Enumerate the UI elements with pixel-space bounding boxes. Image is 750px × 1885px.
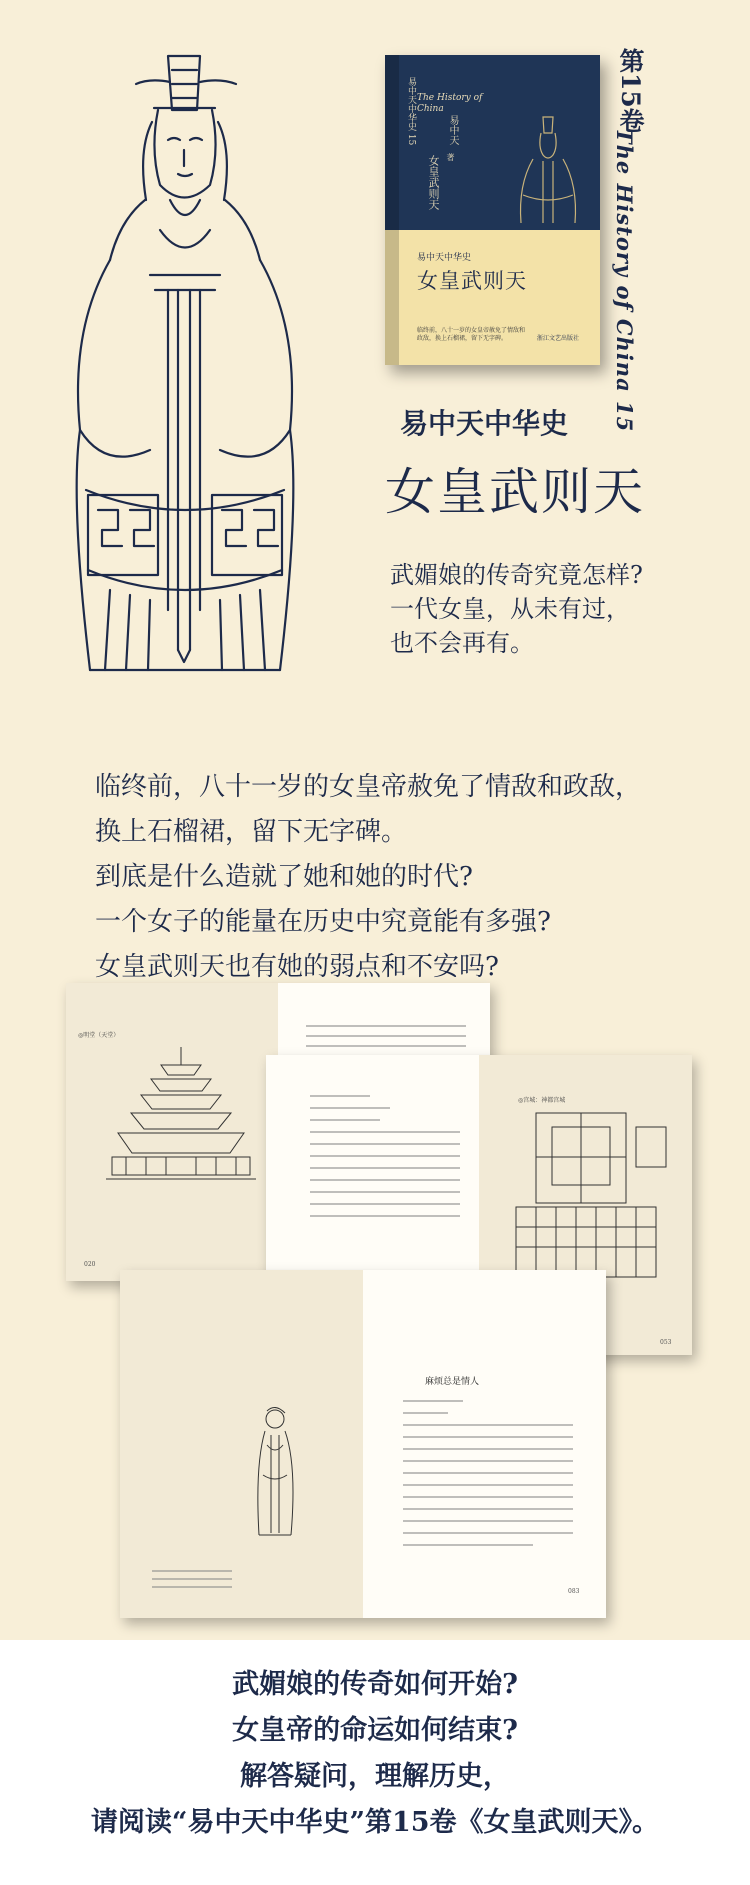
book-cover-author-suffix: 著 <box>446 153 455 161</box>
volume-english-title: The History of China 15 <box>612 128 637 433</box>
intro-line: 到底是什么造就了她和她的时代? <box>95 862 473 892</box>
spread-heading: 麻烦总是情人 <box>425 1377 480 1387</box>
book-cover <box>385 55 600 365</box>
tagline-line: 一代女皇，从未有过， <box>390 595 630 623</box>
closing-text <box>0 1662 750 1846</box>
book-cover-blurb: 临终前，八十一岁的女皇帝赦免了情敌和政敌，换上石榴裙，留下无字碑。 <box>417 327 526 342</box>
book-cover-figure-icon <box>513 115 583 225</box>
palace-map-illustration <box>496 1107 676 1287</box>
closing-line: 武媚娘的传奇如何开始? <box>232 1669 518 1700</box>
book-cover-title: 女皇武则天 <box>417 269 527 293</box>
volume-label: 第15卷 <box>616 48 645 133</box>
spread-folio: 083 <box>568 1588 580 1595</box>
sample-spread-lady <box>120 1270 606 1618</box>
intro-line: 换上石榴裙，留下无字碑。 <box>95 817 408 847</box>
intro-line: 女皇武则天也有她的弱点和不安吗? <box>95 952 499 982</box>
book-cover-series: 易中天中华史 <box>417 253 472 263</box>
closing-line: 女皇帝的命运如何结束? <box>232 1715 518 1746</box>
tagline-line: 武媚娘的传奇究竟怎样? <box>390 561 643 589</box>
spread-folio: 053 <box>660 1339 672 1346</box>
book-cover-author: 易中天 <box>447 115 458 145</box>
book-cover-english-title: The History of China <box>417 93 483 114</box>
hero-tagline <box>390 558 643 660</box>
book-cover-publisher: 浙江文艺出版社 <box>537 335 580 342</box>
tagline-line: 也不会再有。 <box>390 629 534 657</box>
intro-paragraph <box>95 765 641 990</box>
pagoda-illustration <box>106 1043 256 1183</box>
empress-figure-illustration <box>50 50 320 680</box>
spread-right-page <box>363 1270 606 1618</box>
closing-line: 解答疑问，理解历史， <box>240 1761 510 1792</box>
intro-line: 临终前，八十一岁的女皇帝赦免了情敌和政敌， <box>95 772 642 802</box>
spread-left-page <box>120 1270 363 1618</box>
main-title: 女皇武则天 <box>385 463 645 521</box>
series-title: 易中天中华史 <box>400 407 569 440</box>
intro-line: 一个女子的能量在历史中究竟能有多强? <box>95 907 551 937</box>
spread-caption: ◎宫城：神都宫城 <box>518 1097 566 1104</box>
spread-caption: ◎明堂（天堂） <box>78 1032 120 1039</box>
book-cover-spine-shadow <box>385 55 399 365</box>
lady-illustration <box>245 1405 305 1540</box>
spread-folio: 020 <box>84 1261 96 1268</box>
closing-line: 请阅读“易中天中华史”第15卷《女皇武则天》。 <box>90 1807 660 1838</box>
book-cover-spine-text: 易中天中华史 15 <box>406 77 416 146</box>
book-cover-vertical-title: 女皇武则天 <box>427 155 440 210</box>
